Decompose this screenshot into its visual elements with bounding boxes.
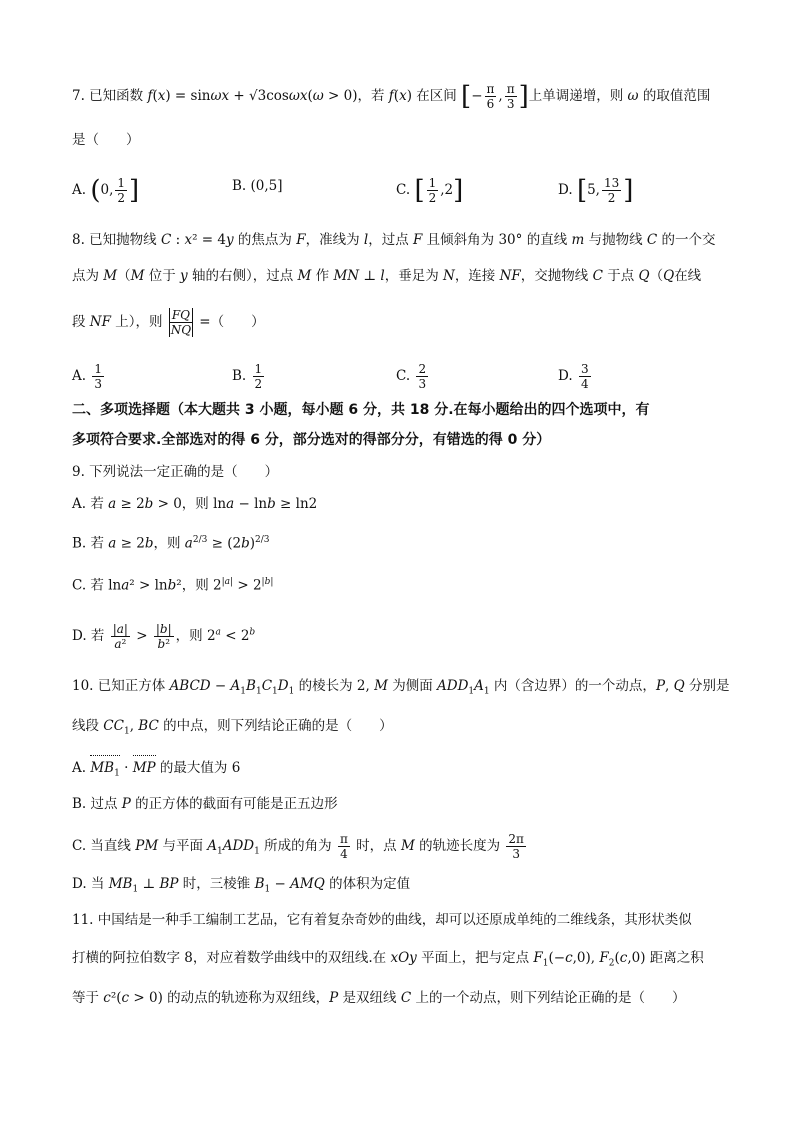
q8-option-b: B. $\frac{1}{2}$ xyxy=(232,362,263,391)
q8-stem-line3: 段 NF 上），则 $\frac{FQ}{NQ}$ =（ ） xyxy=(72,308,265,337)
q7-option-a: A. (0, $\frac{1}{2}$ ] xyxy=(72,175,140,206)
q8-option-d: D. $\frac{3}{4}$ xyxy=(558,362,589,391)
q10-stem-line1: 10. 已知正方体 ABCD − $A_1B_1C_1D_1$ 的棱长为 2, M 为侧面 $ADD_1A_1$ 内（含边界）的一个动点，P, Q 分别是 xyxy=(72,678,730,697)
q7-line1-text: 7. 已知函数 f(x) = sinωx + √3cosωx(ω > 0)，若 f(x) 在区间 [− $\frac{\pi}{6}$ , $\frac{\pi}{3}$ ]上单调递增，则 ω 的取值范围 xyxy=(72,81,711,112)
q11-stem-line2: 打横的阿拉伯数字 8，对应着数学曲线中的双纽线.在 xOy 平面上，把与定点 $F_1(-c,0)$, $F_2(c,0)$ 距离之积 xyxy=(72,950,704,969)
q7-option-d: D. [5, $\frac{13}{2}$ ] xyxy=(558,175,634,206)
q10-option-d: D. 当 $MB_1$ ⊥ BP 时，三棱锥 $B_1$ − AMQ 的体积为定值 xyxy=(72,876,411,895)
q9-stem: 9. 下列说法一定正确的是（ ） xyxy=(72,464,279,480)
q7-stem-line1 xyxy=(72,82,710,111)
q8-option-a: A. $\frac{1}{3}$ xyxy=(72,362,102,391)
q10-stem-line2: 线段 $CC_1$, BC 的中点，则下列结论正确的是（ ） xyxy=(72,718,393,737)
section2-header-line2: 多项符合要求.全部选对的得 6 分，部分选对的得部分分，有错选的得 0 分） xyxy=(72,432,551,448)
q11-stem-line1: 11. 中国结是一种手工编制工艺品，它有着复杂奇妙的曲线，却可以还原成单纯的二维线条，其形状类似 xyxy=(72,912,692,928)
q9-option-b: B. 若 a ≥ 2b，则 $a^{2/3} \ge (2b)^{2/3}$ xyxy=(72,535,270,552)
q9-option-a: A. 若 a ≥ 2b > 0，则 lna − lnb ≥ ln2 xyxy=(72,496,318,512)
q10-option-a: A. $MB_1$ · MP 的最大值为 6 xyxy=(72,758,240,784)
section2-header-line1: 二、多项选择题（本大题共 3 小题，每小题 6 分，共 18 分.在每小题给出的四个选项中，有 xyxy=(72,402,650,418)
q11-stem-line3: 等于 c²(c > 0) 的动点的轨迹称为双纽线，P 是双纽线 C 上的一个动点，则下列结论正确的是（ ） xyxy=(72,990,686,1006)
q7-stem-line2: 是（ ） xyxy=(72,132,140,148)
q10-option-c: C. 当直线 PM 与平面 $A_1ADD_1$ 所成的角为 $\frac{\pi}{4}$ 时，点 M 的轨迹长度为 $\frac{2\pi}{3}$ xyxy=(72,832,524,861)
q9-option-c: C. 若 lna² > lnb²，则 $2^{|a|} > 2^{|b|}$ xyxy=(72,577,274,594)
q8-stem-line2: 点为 M（M 位于 y 轴的右侧），过点 M 作 MN ⊥ l，垂足为 N，连接 NF，交抛物线 C 于点 Q（Q在线 xyxy=(72,268,702,284)
q8-option-c: C. $\frac{2}{3}$ xyxy=(396,362,427,391)
q9-option-d: D. 若 $\frac{|a|}{\text{a²}}$ > $\frac{|b|}{\text{b²}}$ ，则 $2^a < 2^b$ xyxy=(72,622,256,651)
q8-stem-line1: 8. 已知抛物线 C : x² = 4y 的焦点为 F，准线为 l，过点 F 且倾斜角为 30° 的直线 m 与抛物线 C 的一个交 xyxy=(72,232,716,248)
q7-option-b: B. (0,5] xyxy=(232,178,283,194)
q7-option-c: C. [ $\frac{1}{2}$ ,2] xyxy=(396,175,464,206)
q10-option-b: B. 过点 P 的正方体的截面有可能是正五边形 xyxy=(72,796,338,812)
